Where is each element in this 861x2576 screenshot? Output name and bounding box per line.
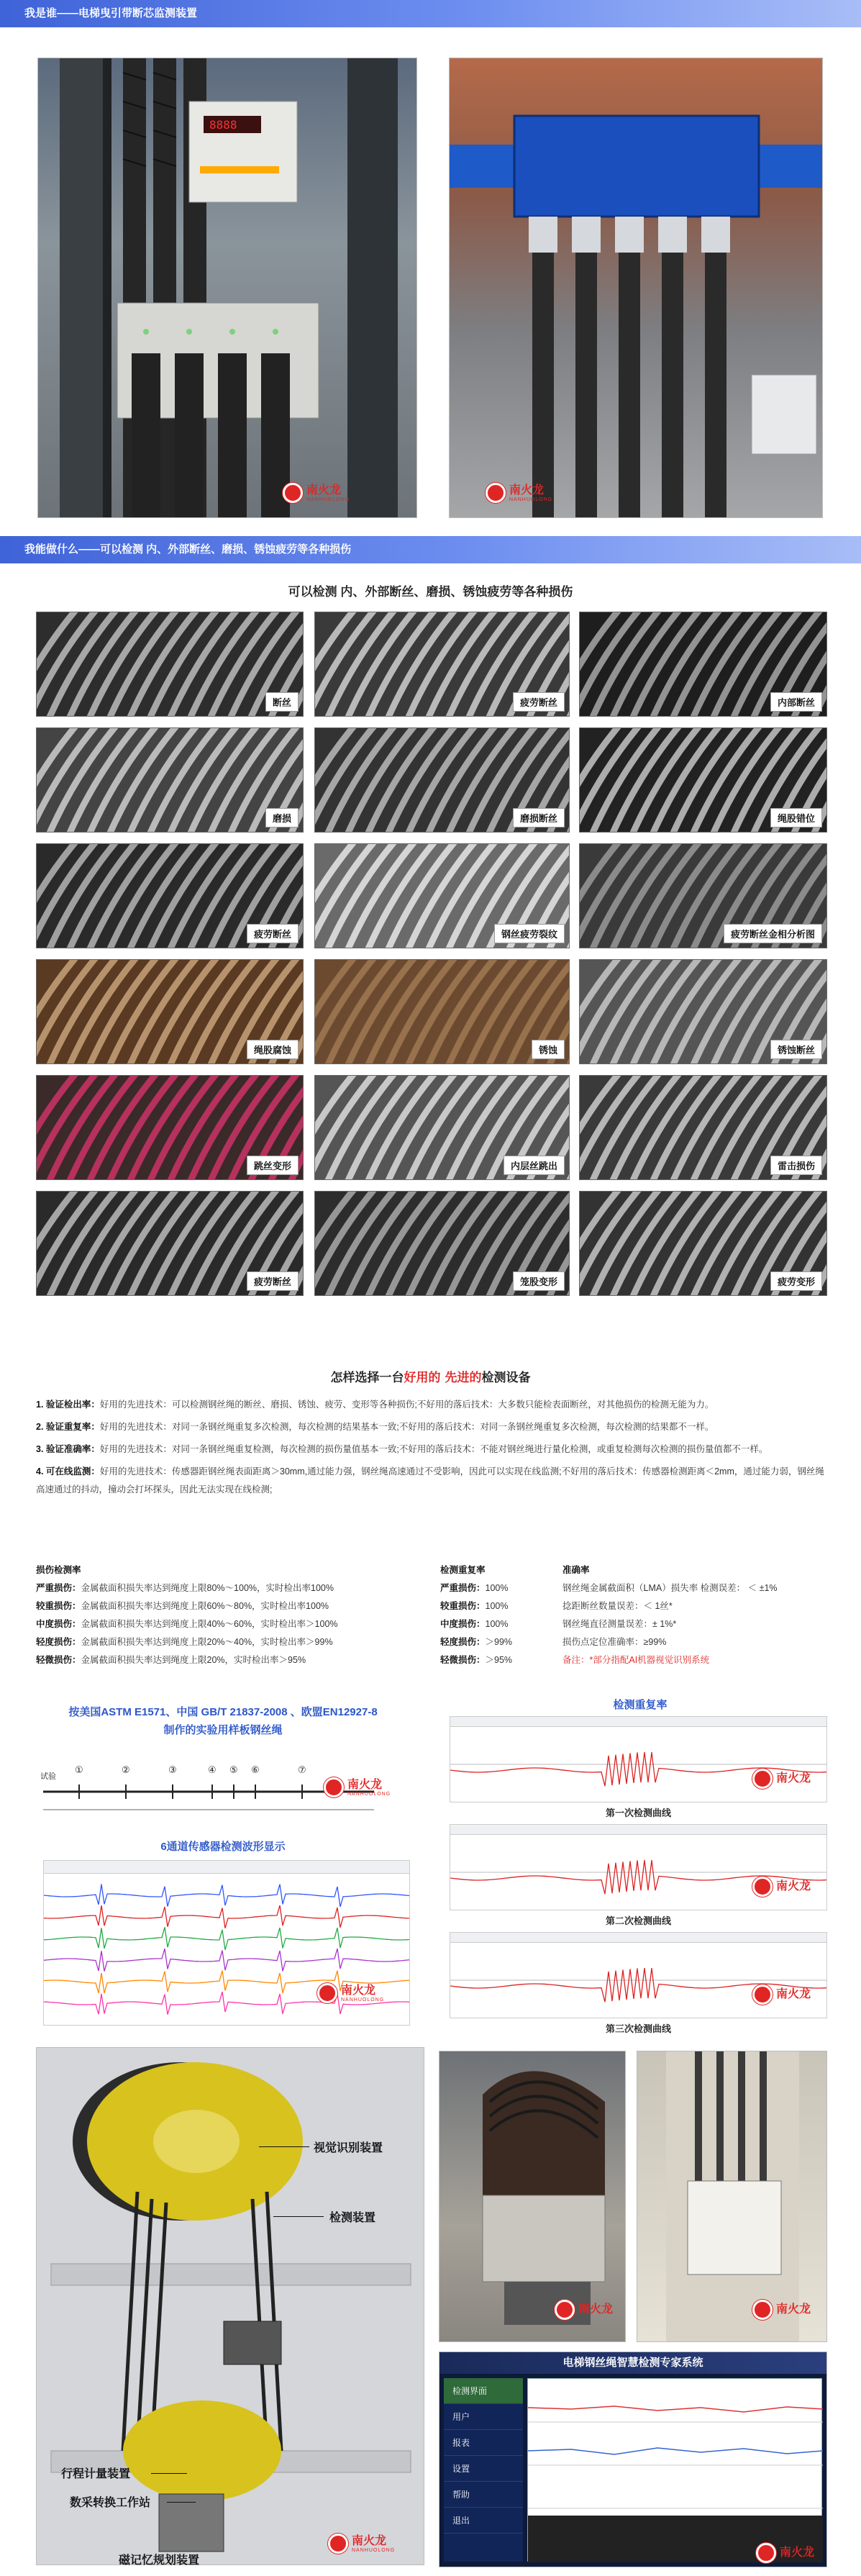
damage-tile [314,612,570,717]
damage-tile [36,1191,304,1296]
verification-item: 4. 可在线监测：好用的先进技术：传感器距钢丝绳表面距离＞30mm,通过能力强，钢丝绳高速通过不受影响，因此可以实现在线监测;不好用的落后技术：传感器检测距离＜2mm，通过能力弱，钢丝绳高速通过的抖动，撞动会打坏探头，因此无法实现在线检测; [36,1466,824,1495]
rope-defect-label: ② [122,1764,130,1775]
damage-tile-label: 笼股变形 [513,1271,565,1291]
damage-tile [579,612,827,717]
rope-defect-label: ① [75,1764,83,1775]
brand-seal-icon [752,1877,773,1897]
damage-tile [579,1191,827,1296]
standard-caption: 按美国ASTM E1571、中国 GB/T 21837-2008 、欧盟EN12927-8 制作的实验用样板钢丝绳 [68,1706,378,1736]
damage-tile [314,1075,570,1180]
repeat-curve-chart [450,1716,827,1802]
repeat-curve-caption: 第三次检测曲线 [605,2023,671,2034]
brand-seal-icon [283,483,303,503]
accuracy-note: 备注：*部分指配AI机器视觉识别系统 [562,1655,710,1665]
rope-left-label: 试验 [40,1772,56,1781]
rope-texture [37,728,304,833]
six-channel-waveform [43,1860,410,2026]
screen-menu-item[interactable]: 用户 [444,2404,523,2430]
brand-seal-icon [752,1985,773,2005]
repeat-curve-caption: 第一次检测曲线 [605,1808,671,1818]
rope-texture [37,612,304,717]
repeat-curve-plot [450,1727,826,1802]
repeat-caption: 检测重复率 [613,1699,668,1711]
repeat-curve-plot [450,1835,826,1910]
damage-tile-label: 疲劳断丝 [247,1271,299,1291]
device-photo-left [37,58,417,518]
system-schematic [36,2047,424,2565]
damage-tile-label: 疲劳断丝金相分析图 [724,924,822,943]
callout-detector: 检测装置 [329,2212,376,2224]
damage-tile [36,612,304,717]
damage-tile-label: 磨损 [265,808,299,827]
damage-tile-label: 疲劳断丝 [247,924,299,943]
accuracy-column: 准确率 钢丝绳金属截面积（LMA）损失率 检测误差： ＜ ±1% 捻距断丝数量误差：＜ 1丝* 钢丝绳直径测量误差：± 1%* 损伤点定位准确率：≥99% 备注：*部分指配AI机器视觉识别系统 [562,1561,836,1669]
install-photo-right [637,2051,827,2342]
section-banner-what: 我能做什么——可以检测 内、外部断丝、磨损、锈蚀疲劳等各种损伤 [0,536,861,563]
damage-tile-label: 绳股腐蚀 [247,1040,299,1059]
brand-logo: 南火龙 [752,2300,811,2320]
brand-seal-icon [752,1769,773,1789]
brand-logo: 南火龙 [752,1877,811,1897]
verification-item: 3. 验证准确率：好用的先进技术：对同一条钢丝绳重复检测，每次检测的损伤量值基本一致;不好用的落后技术：不能对钢丝绳进行量化检测，或重复检测每次检测的损伤量值都不一样。 [36,1444,768,1454]
brand-logo: 南火龙 [756,2543,814,2563]
damage-tile-label: 锈蚀断丝 [770,1040,822,1059]
channel-wave-line [44,1905,409,1928]
damage-tile [579,843,827,948]
screen-menu-item[interactable]: 检测界面 [444,2378,523,2404]
brand-seal-icon [328,2534,348,2554]
damage-tile-label: 钢丝疲劳裂纹 [494,924,565,943]
channel-wave-line [44,1949,409,1972]
screen-title: 电梯钢丝绳智慧检测专家系统 [439,2352,826,2374]
damage-tile [36,843,304,948]
brand-logo: 南火龙 NANHUOLONG [486,483,552,503]
callout-stroke: 行程计量装置 [61,2468,131,2480]
screen-menu-item[interactable]: 报表 [444,2430,523,2456]
screen-menu [444,2378,523,2562]
brand-logo: 南火龙 NANHUOLONG [324,1777,391,1797]
choose-device-title: 怎样选择一台好用的 先进的检测设备 [330,1371,531,1384]
repeat-rate-column: 检测重复率 严重损伤：100% 较重损伤：100% 中度损伤：100% 轻度损伤：＞99% 轻微损伤：＞95% [440,1565,513,1665]
brand-seal-icon [756,2543,776,2563]
damage-tile [579,727,827,833]
damage-tile-label: 内层丝跳出 [504,1156,565,1175]
screen-menu-item[interactable]: 设置 [444,2456,523,2482]
svg-text:8888: 8888 [209,118,237,132]
damage-types-title: 可以检测 内、外部断丝、磨损、锈蚀疲劳等各种损伤 [288,585,573,599]
callout-magnetic: 磁记忆规划装置 [119,2554,200,2567]
verification-list [36,1396,827,1499]
damage-tile [36,727,304,833]
rope-defect-label: ④ [208,1764,217,1775]
brand-logo: 南火龙 [752,1985,811,2005]
damage-tile-label: 内部断丝 [770,692,822,712]
rope-defect-label: ③ [168,1764,177,1775]
damage-tile-label: 断丝 [265,692,299,712]
damage-tile-label: 跳丝变形 [247,1156,299,1175]
screen-menu-item[interactable]: 帮助 [444,2482,523,2508]
callout-vision: 视觉识别装置 [314,2142,383,2154]
device-photo-right [449,58,823,518]
brand-logo: 南火龙 [555,2300,613,2320]
waves-caption: 6通道传感器检测波形显示 [160,1841,286,1853]
channel-wave-line [44,1927,409,1950]
brand-logo: 南火龙 NANHUOLONG [283,483,350,503]
sample-rope-diagram [36,1749,403,1828]
rope-defect-label: ⑦ [298,1764,306,1775]
damage-tile [579,959,827,1064]
brand-logo: 南火龙 NANHUOLONG [328,2534,395,2554]
damage-tile [579,1075,827,1180]
screen-menu-item[interactable]: 退出 [444,2508,523,2534]
repeat-curve-caption: 第二次检测曲线 [605,1915,671,1926]
damage-tile-label: 雷击损伤 [770,1156,822,1175]
brand-seal-icon [324,1777,344,1797]
brand-seal-icon [752,2300,773,2320]
repeat-curve-chart [450,1824,827,1910]
repeat-curve-plot [450,1943,826,2018]
damage-tile-label: 疲劳断丝 [513,692,565,712]
damage-tile [314,727,570,833]
install-photo-left [439,2051,626,2342]
brand-seal-icon [486,483,506,503]
rope-defect-label: ⑤ [229,1764,238,1775]
brand-logo: 南火龙 [752,1769,811,1789]
verification-item: 2. 验证重复率：好用的先进技术：对同一条钢丝绳重复多次检测，每次检测的结果基本一致;不好用的落后技术：对同一条钢丝绳重复多次检测，每次检测的结果都不一样。 [36,1422,714,1432]
damage-tile-label: 绳股错位 [770,808,822,827]
damage-tile-label: 磨损断丝 [513,808,565,827]
damage-tile [314,1191,570,1296]
repeat-curve-chart [450,1932,827,2018]
section-banner-who: 我是谁——电梯曳引带断芯监测装置 [0,0,861,27]
damage-tile-label: 疲劳变形 [770,1271,822,1291]
damage-tile [314,843,570,948]
brand-seal-icon [555,2300,575,2320]
callout-daq: 数采转换工作站 [70,2497,151,2509]
brand-logo: 南火龙 NANHUOLONG [317,1983,384,2003]
damage-tile [36,1075,304,1180]
expert-system-screen [439,2351,827,2567]
damage-tile [36,959,304,1064]
verification-item: 1. 验证检出率：好用的先进技术：可以检测钢丝绳的断丝、磨损、锈蚀、疲劳、变形等各种损伤;不好用的落后技术：大多数只能检表面断丝，对其他损伤的检测无能为力。 [36,1400,714,1410]
detection-rate-column: 损伤检测率 严重损伤：金属截面积损失率达到绳度上限80%～100%，实时检出率100% 较重损伤：金属截面积损失率达到绳度上限60%～80%，实时检出率100% 中度损伤：金属截面积损失率达到绳度上限40%～60%，实时检出率＞100% 轻度损伤：金属截面积损失率达到绳度上限20%～40%，实时检出率＞99% 轻微损伤：金属截面积损失率达到绳度上限20%，实时检出率＞95% [36,1565,338,1665]
damage-tile [314,959,570,1064]
brand-seal-icon [317,1983,337,2003]
damage-tile-label: 锈蚀 [532,1040,565,1059]
rope-defect-label: ⑥ [251,1764,260,1775]
channel-wave-line [44,1885,409,1908]
